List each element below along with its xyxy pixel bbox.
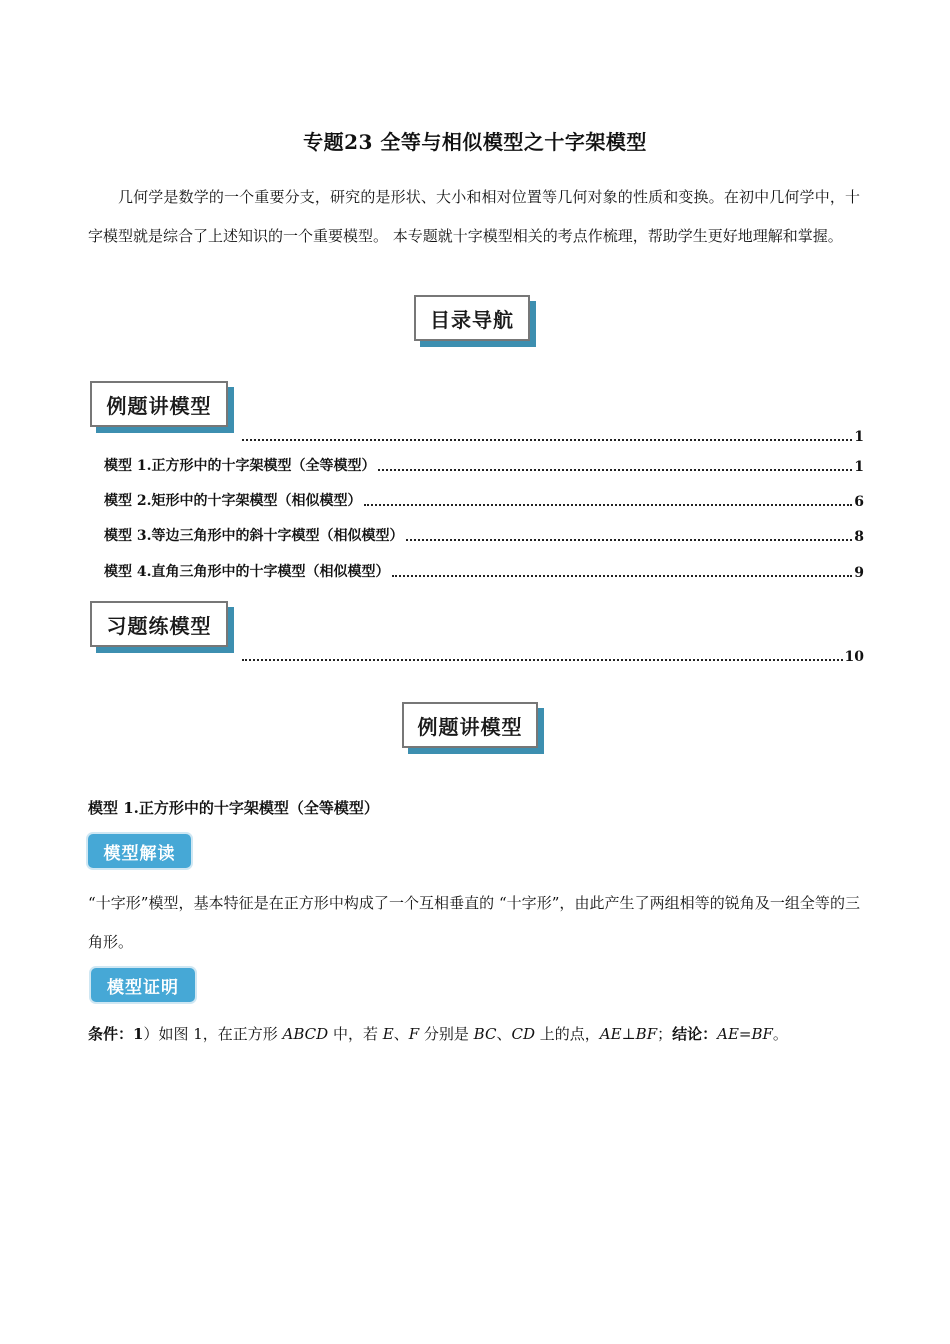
toc-group1-heading: 例题讲模型	[106, 393, 212, 418]
model-proof-badge	[89, 966, 197, 1004]
toc-page-number: 1	[854, 429, 864, 445]
toc-page-number: 10	[844, 649, 864, 665]
condition-text: 。	[772, 1025, 788, 1043]
page-title: 专题23 全等与相似模型之十字架模型	[303, 130, 647, 154]
condition-var: E	[382, 1025, 394, 1043]
condition-text: ；	[657, 1025, 673, 1043]
toc-item-label: 模型 3.等边三角形中的斜十字模型（相似模型）	[104, 528, 404, 544]
model1-condition	[88, 1020, 878, 1048]
model1-title: 模型 1.正方形中的十字架模型（全等模型）	[88, 799, 379, 817]
toc-group2-line[interactable]	[240, 645, 864, 665]
toc-heading-box	[414, 295, 530, 341]
toc-item-label: 模型 4.直角三角形中的十字模型（相似模型）	[104, 564, 390, 580]
condition-var: BC	[473, 1025, 497, 1043]
model-interpret-label: 模型解读	[103, 843, 176, 864]
toc-page-number: 6	[854, 494, 864, 510]
condition-var: AE	[599, 1025, 622, 1043]
condition-label: 条件：	[88, 1025, 134, 1043]
toc-item-model2[interactable]	[104, 490, 864, 510]
toc-heading: 目录导航	[430, 307, 514, 332]
toc-group1-heading-box[interactable]	[90, 381, 228, 427]
condition-text: 、	[393, 1025, 409, 1043]
toc-group1-line[interactable]	[240, 425, 864, 445]
toc-leader-dots	[392, 575, 853, 577]
toc-page-number: 8	[854, 529, 864, 545]
condition-text: 中，若	[328, 1025, 383, 1043]
condition-text: ）如图 1，在正方形	[143, 1025, 283, 1043]
toc-group2-heading: 习题练模型	[106, 613, 212, 638]
toc-item-label: 模型 1.正方形中的十字架模型（全等模型）	[104, 458, 376, 474]
condition-var: CD	[511, 1025, 535, 1043]
toc-item-model1[interactable]	[104, 455, 864, 475]
toc-leader-dots	[406, 539, 853, 541]
condition-var: ABCD	[282, 1025, 329, 1043]
condition-text: 上的点，	[534, 1025, 600, 1043]
model-interpret-badge	[86, 832, 193, 870]
section-heading-box	[402, 702, 538, 748]
toc-leader-dots	[364, 504, 853, 506]
model1-interpret-text: “十字形”模型，基本特征是在正方形中构成了一个互相垂直的 “十字形”，由此产生了两组相等的锐角及一组全等的三角形。	[88, 894, 860, 951]
conclusion-text: AE=BF	[717, 1025, 773, 1043]
toc-page-number: 1	[854, 459, 864, 475]
toc-leader-dots	[242, 439, 852, 441]
condition-text: 、	[496, 1025, 512, 1043]
toc-item-label: 模型 2.矩形中的十字架模型（相似模型）	[104, 493, 362, 509]
condition-var: F	[408, 1025, 420, 1043]
toc-leader-dots	[242, 659, 843, 661]
section-heading: 例题讲模型	[417, 714, 523, 739]
toc-item-model4[interactable]	[104, 561, 864, 581]
conclusion-label: 结论：	[672, 1025, 718, 1043]
model-proof-label: 模型证明	[107, 977, 179, 998]
toc-group2-heading-box[interactable]	[90, 601, 228, 647]
condition-text: 分别是	[419, 1025, 474, 1043]
toc-item-model3[interactable]	[104, 525, 864, 545]
intro-paragraph: 几何学是数学的一个重要分支，研究的是形状、大小和相对位置等几何对象的性质和变换。在初中几何学中，十字模型就是综合了上述知识的一个重要模型。 本专题就十字模型相关的考点作梳理，帮助学生更好地理解和掌握。	[88, 188, 860, 245]
perpendicular-symbol: ⊥	[621, 1025, 636, 1043]
condition-var: BF	[635, 1025, 658, 1043]
toc-page-number: 9	[854, 565, 864, 581]
toc-leader-dots	[378, 469, 853, 471]
condition-number: 1	[133, 1025, 144, 1043]
